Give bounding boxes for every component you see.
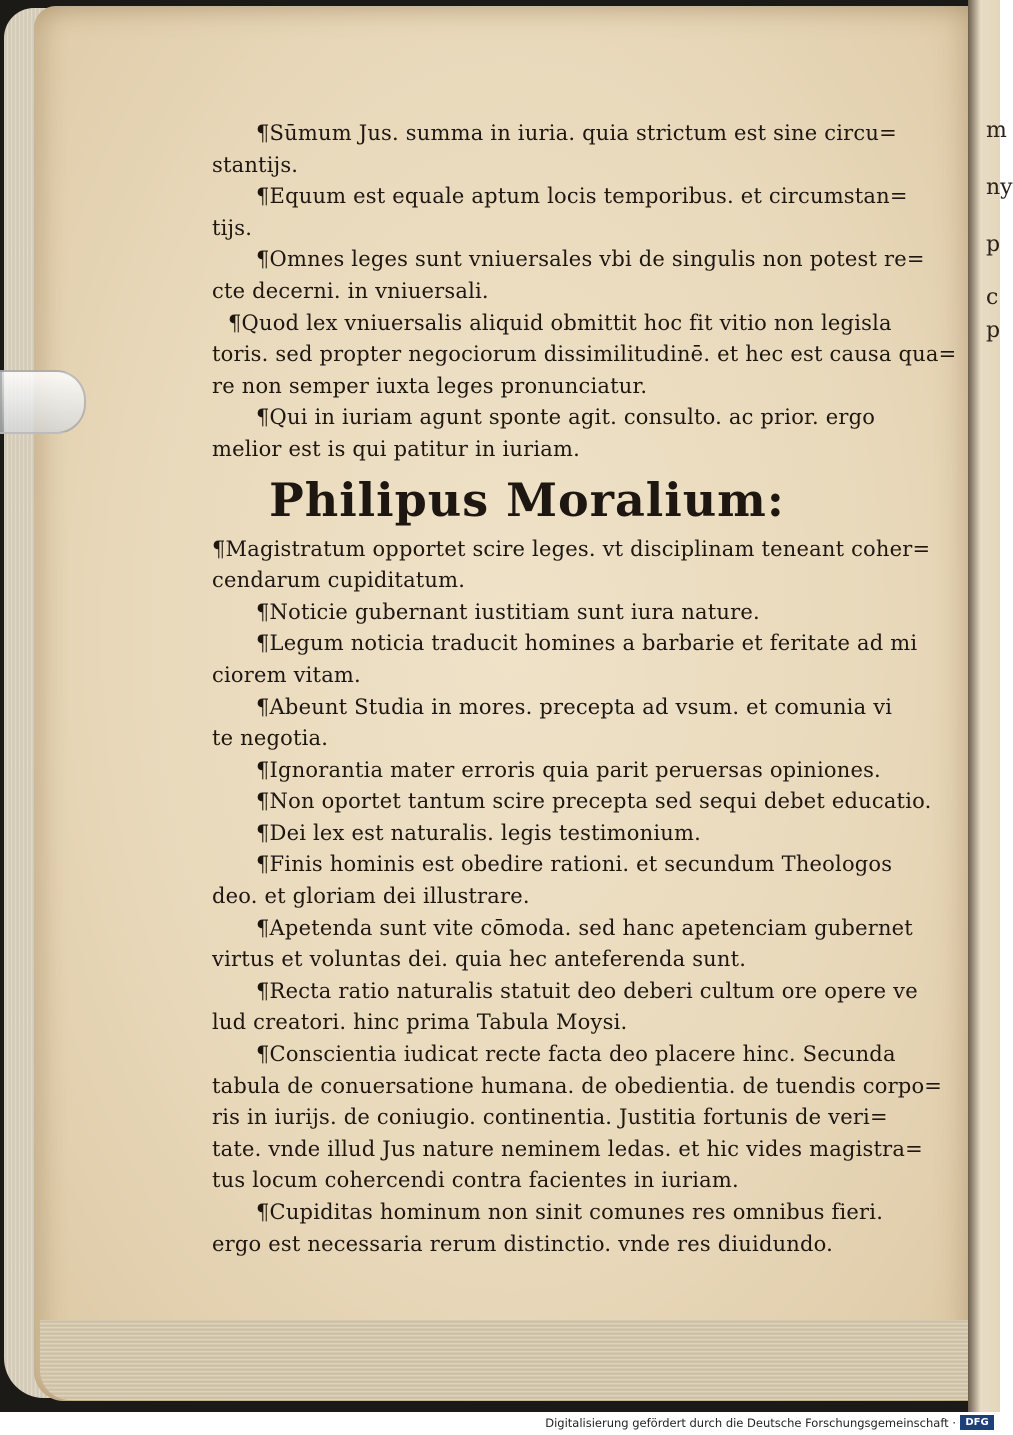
- text-line: ¶Conscientia iudicat recte facta deo placere hinc. Secunda: [256, 1042, 896, 1067]
- dfg-logo: DFG: [960, 1415, 994, 1430]
- text-line: cendarum cupiditatum.: [212, 568, 466, 593]
- text-line: ¶Dei lex est naturalis. legis testimonium.: [256, 820, 701, 845]
- text-line: ¶Equum est equale aptum locis temporibus. et circumstan=: [256, 184, 908, 209]
- text-line: deo. et gloriam dei illustrare.: [212, 884, 530, 909]
- text-line: tabula de conuersatione humana. de obedientia. de tuendis corpo=: [212, 1073, 943, 1098]
- section-heading: Philipus Moralium:: [269, 472, 785, 527]
- text-line: ergo est necessaria rerum distinctio. vnde res diuidundo.: [212, 1231, 834, 1256]
- text-line: ¶Ignorantia mater erroris quia parit peruersas opiniones.: [256, 757, 881, 782]
- text-line: ¶Legum noticia traducit homines a barbarie et feritate ad mi: [256, 631, 918, 656]
- text-line: lud creatori. hinc prima Tabula Moysi.: [212, 1010, 628, 1035]
- text-line: ¶Omnes leges sunt vniuersales vbi de singulis non potest re=: [256, 247, 925, 272]
- page-clip: [0, 370, 86, 434]
- funding-credit: Digitalisierung gefördert durch die Deutsche Forschungsgemeinschaft ·: [545, 1416, 956, 1430]
- facing-page-fragment: ny: [986, 175, 1013, 200]
- text-line: re non semper iuxta leges pronunciatur.: [212, 373, 648, 398]
- footer-bar: [0, 1412, 1000, 1435]
- page-text: [212, 118, 957, 1260]
- text-line: ciorem vitam.: [212, 662, 361, 687]
- text-line: melior est is qui patitur in iuriam.: [212, 436, 580, 461]
- text-line: te negotia.: [212, 726, 329, 751]
- text-line: tus locum cohercendi contra facientes in iuriam.: [212, 1168, 739, 1193]
- text-line: toris. sed propter negociorum dissimilitudinē. et hec est causa qua=: [212, 342, 957, 367]
- facing-page-fragment: p: [986, 232, 1001, 257]
- text-line: ¶Quod lex vniuersalis aliquid obmittit hoc fit vitio non legisla: [228, 310, 892, 335]
- page-bottom-edge: [40, 1320, 980, 1400]
- text-line: tate. vnde illud Jus nature neminem ledas. et hic vides magistra=: [212, 1136, 923, 1161]
- text-line: cte decerni. in vniuersali.: [212, 278, 489, 303]
- text-line: ¶Recta ratio naturalis statuit deo deberi cultum ore opere ve: [256, 978, 918, 1003]
- facing-page-fragment: m: [986, 118, 1007, 143]
- text-line: ¶Finis hominis est obedire rationi. et secundum Theologos: [256, 852, 893, 877]
- text-line: ¶Qui in iuriam agunt sponte agit. consulto. ac prior. ergo: [256, 405, 876, 430]
- facing-page-edge: [968, 0, 1000, 1412]
- text-line: ¶Magistratum opportet scire leges. vt disciplinam teneant coher=: [212, 536, 931, 561]
- text-line: ¶Abeunt Studia in mores. precepta ad vsum. et comunia vi: [256, 694, 893, 719]
- text-line: ris in iurijs. de coniugio. continentia. Justitia fortunis de veri=: [212, 1105, 888, 1130]
- text-line: virtus et voluntas dei. quia hec anteferenda sunt.: [212, 947, 747, 972]
- text-line: tijs.: [212, 215, 253, 240]
- text-line: ¶Non oportet tantum scire precepta sed sequi debet educatio.: [256, 789, 932, 814]
- text-line: ¶Noticie gubernant iustitiam sunt iura nature.: [256, 599, 760, 624]
- facing-page-fragment: c: [986, 285, 999, 310]
- text-line: stantijs.: [212, 152, 299, 177]
- facing-page-fragment: p: [986, 318, 1001, 343]
- text-line: ¶Apetenda sunt vite cōmoda. sed hanc apetenciam gubernet: [256, 915, 913, 940]
- text-line: ¶Sūmum Jus. summa in iuria. quia strictum est sine circu=: [256, 121, 897, 145]
- text-line: ¶Cupiditas hominum non sinit comunes res omnibus fieri.: [256, 1200, 884, 1224]
